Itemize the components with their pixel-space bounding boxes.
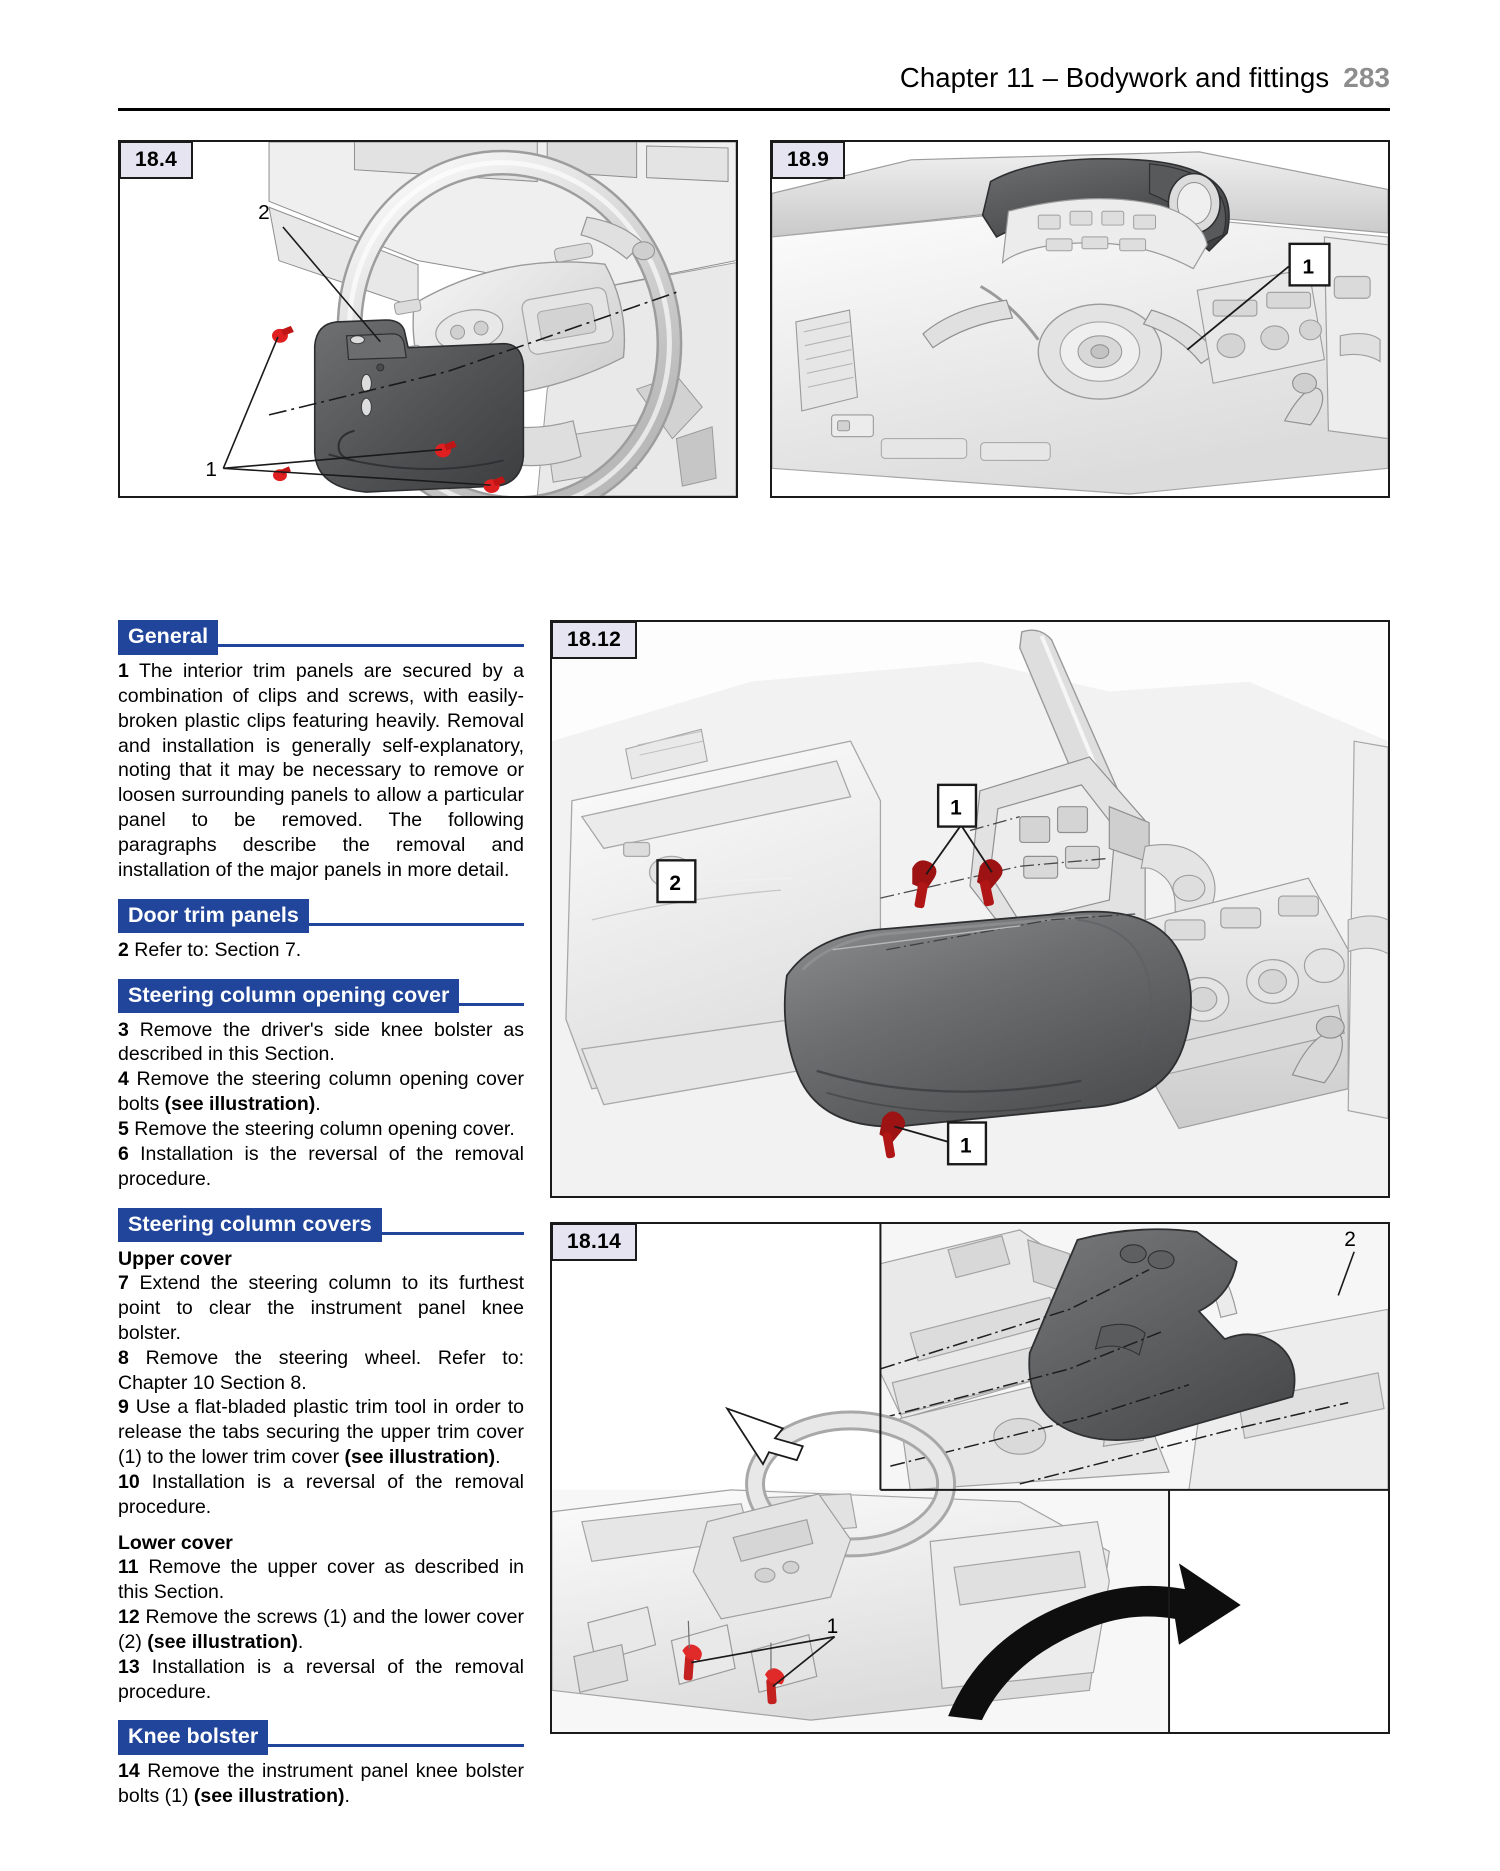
figure-18-12-callout-2: 2 <box>669 872 682 896</box>
para-emphasis: (see illustration) <box>164 1093 316 1116</box>
figure-18-9-callout-1: 1 <box>1302 255 1315 279</box>
figure-18-9 <box>770 140 1390 498</box>
para-text: Remove the instrument panel knee bolster bolts (1) <box>118 1760 525 1808</box>
heading-label: Door trim panels <box>118 899 309 934</box>
para-number: 3 <box>118 1018 129 1041</box>
heading-label: General <box>118 620 218 655</box>
paragraph-10 <box>118 1470 524 1520</box>
heading-label: Knee bolster <box>118 1720 268 1755</box>
figure-18-12 <box>550 620 1390 1198</box>
paragraph-13 <box>118 1655 524 1705</box>
figure-18-14-callout-1: 1 <box>826 1614 839 1638</box>
para-text: Remove the steering wheel. Refer to: Chapter 10 Section 8. <box>118 1346 524 1394</box>
para-number: 6 <box>118 1142 129 1165</box>
section-heading-steering-column-covers <box>118 1208 524 1236</box>
figure-18-9-illustration <box>772 142 1388 496</box>
para-number: 2 <box>118 938 129 961</box>
paragraph-8 <box>118 1346 524 1396</box>
para-emphasis: (see illustration) <box>147 1630 298 1653</box>
para-number: 11 <box>118 1556 139 1579</box>
paragraph-12 <box>118 1605 524 1655</box>
subheading-upper-cover: Upper cover <box>118 1247 232 1270</box>
para-number: 1 <box>118 660 129 682</box>
para-text: Remove the steering column opening cover. <box>134 1118 515 1141</box>
page-title: Chapter 11 – Bodywork and fittings <box>899 62 1330 93</box>
para-text: Use a flat-bladed plastic trim tool in order to release the tabs securing the upper trim cover (1) to the lower trim cover <box>118 1396 524 1469</box>
para-number: 13 <box>118 1655 140 1678</box>
paragraph-14 <box>118 1759 524 1809</box>
para-number: 7 <box>118 1272 129 1295</box>
para-number: 12 <box>118 1606 140 1629</box>
para-number: 5 <box>118 1118 129 1141</box>
figure-18-4-callout-1: 1 <box>205 458 218 482</box>
section-heading-knee-bolster <box>118 1720 524 1748</box>
paragraph-9 <box>118 1395 524 1470</box>
para-tail: . <box>297 1630 304 1653</box>
para-text: Installation is a reversal of the removal procedure. <box>118 1655 524 1703</box>
para-text: Remove the driver's side knee bolster as described in this Section. <box>118 1018 524 1066</box>
para-number: 8 <box>118 1346 129 1369</box>
para-text: Installation is a reversal of the removal procedure. <box>118 1471 524 1518</box>
para-text: Installation is the reversal of the removal procedure. <box>118 1142 524 1190</box>
para-number: 10 <box>118 1471 140 1494</box>
figure-18-12-label: 18.12 <box>551 621 637 659</box>
figure-18-4-illustration <box>120 142 736 496</box>
figure-18-14-label: 18.14 <box>551 1223 637 1261</box>
heading-label: Steering column covers <box>118 1208 382 1243</box>
paragraph-3 <box>118 1018 524 1068</box>
figure-18-12-callout-2-box <box>657 860 695 902</box>
section-heading-general <box>118 620 524 648</box>
para-number: 4 <box>118 1068 129 1091</box>
para-tail: . <box>495 1446 501 1469</box>
para-tail: . <box>344 1785 350 1808</box>
para-number: 14 <box>118 1760 140 1783</box>
para-text: Remove the steering column opening cover bolts <box>118 1068 524 1116</box>
figure-18-12-illustration <box>552 622 1388 1196</box>
para-text: Refer to: Section 7. <box>134 938 302 961</box>
paragraph-1 <box>118 659 524 883</box>
figure-18-9-callout-1-box <box>1290 244 1330 286</box>
paragraph-4 <box>118 1067 524 1117</box>
section-heading-steering-column-opening-cover <box>118 979 524 1007</box>
paragraph-6 <box>118 1142 524 1192</box>
figure-18-4-label: 18.4 <box>119 141 193 179</box>
para-text: The interior trim panels are secured by a combination of clips and screws, with easily-broken plastic clips featuring heavily. Removal and installation is generally self-explanatory, noting that it may be necessary to remove or loosen surrounding panels to allow a particular panel to be removed. The following paragraphs describe the removal and installation of the major panels in more detail. <box>118 660 525 881</box>
paragraph-2 <box>118 938 524 963</box>
heading-label: Steering column opening cover <box>118 979 459 1014</box>
figure-18-14-callout-2: 2 <box>1344 1227 1356 1251</box>
figure-18-12-callout-1b: 1 <box>960 1134 972 1158</box>
para-emphasis: (see illustration) <box>193 1785 345 1808</box>
para-text: Remove the upper cover as described in this Section. <box>118 1556 524 1604</box>
paragraph-5 <box>118 1117 524 1142</box>
para-tail: . <box>315 1093 321 1116</box>
figure-18-12-callout-1a-box <box>938 785 976 827</box>
paragraph-11 <box>118 1555 524 1605</box>
paragraph-7 <box>118 1271 524 1346</box>
para-text: Remove the screws (1) and the lower cover (2) <box>118 1606 525 1653</box>
page-header <box>118 62 1390 94</box>
figure-18-9-label: 18.9 <box>771 141 845 179</box>
figure-18-14-illustration <box>552 1224 1388 1732</box>
para-text: Extend the steering column to its furthest point to clear the instrument panel knee bolster. <box>118 1272 525 1344</box>
figure-18-4 <box>118 140 738 498</box>
header-divider <box>118 108 1390 111</box>
figure-18-4-callout-2: 2 <box>258 201 270 225</box>
text-column <box>118 620 524 1809</box>
para-emphasis: (see illustration) <box>344 1446 496 1469</box>
figure-18-14 <box>550 1222 1390 1734</box>
page-number: 283 <box>1343 62 1390 93</box>
subheading-lower-cover: Lower cover <box>118 1531 233 1554</box>
figure-18-12-callout-1a: 1 <box>950 796 962 820</box>
figure-18-12-callout-1b-box <box>948 1123 986 1165</box>
section-heading-door-trim-panels <box>118 899 524 927</box>
para-number: 9 <box>118 1396 129 1419</box>
